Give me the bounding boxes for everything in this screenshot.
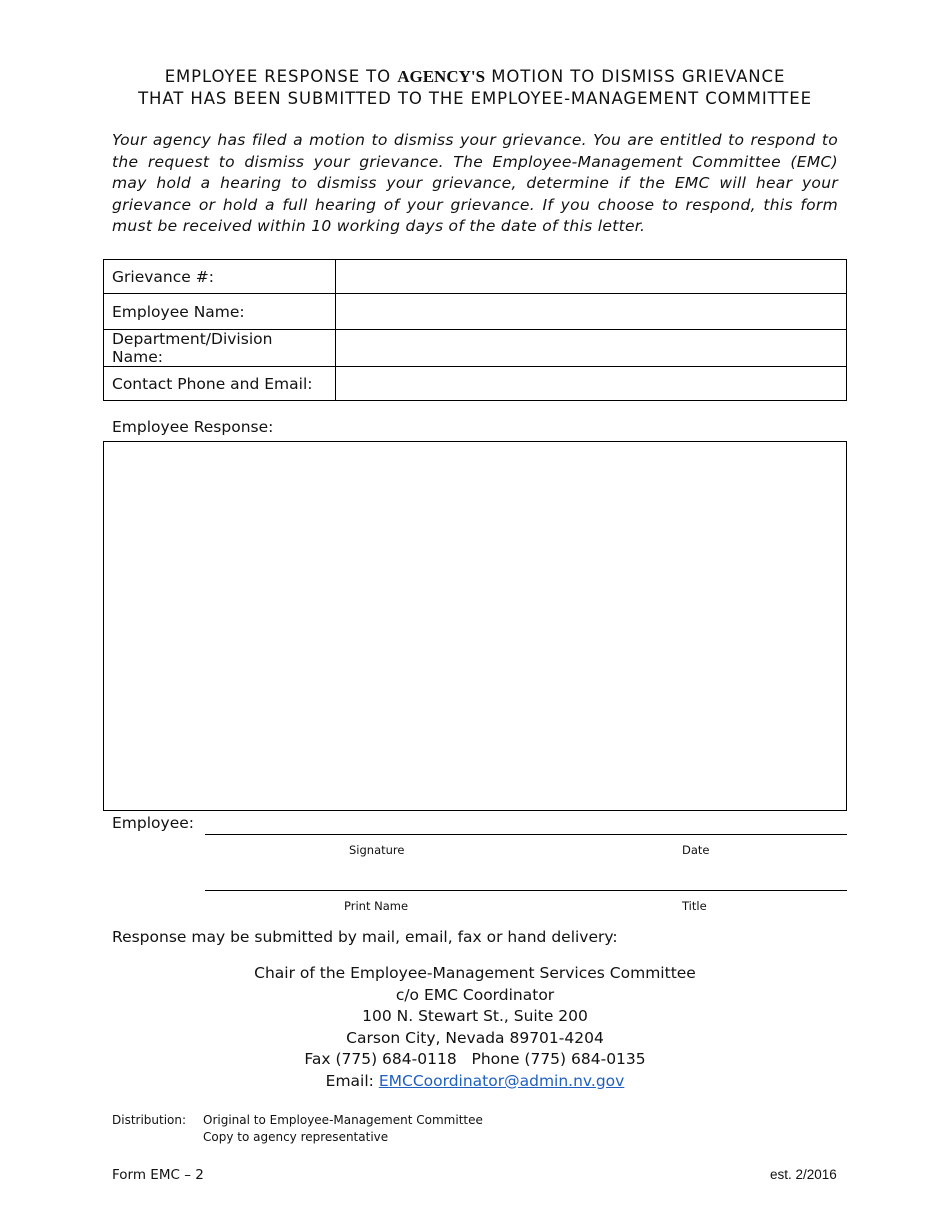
department-label: Department/Division Name: — [104, 330, 336, 367]
distribution-label: Distribution: — [112, 1113, 187, 1127]
employee-response-field[interactable] — [103, 441, 847, 811]
distribution-line-1: Original to Employee-Management Committee — [203, 1113, 483, 1127]
date-caption: Date — [682, 843, 710, 857]
contact-field[interactable] — [336, 367, 847, 401]
table-row — [104, 367, 847, 401]
title-line-2: THAT HAS BEEN SUBMITTED TO THE EMPLOYEE-MANAGEMENT COMMITTEE — [138, 89, 812, 108]
department-field[interactable] — [336, 330, 847, 367]
mailing-address — [0, 963, 950, 1092]
form-title — [0, 66, 950, 110]
employee-label: Employee: — [112, 814, 194, 832]
table-row — [104, 260, 847, 294]
form-number: Form EMC – 2 — [112, 1167, 204, 1183]
employee-name-field[interactable] — [336, 294, 847, 330]
fax-number: Fax (775) 684-0118 — [304, 1050, 457, 1068]
employee-response-label: Employee Response: — [112, 418, 274, 436]
intro-paragraph: Your agency has filed a motion to dismiss your grievance. You are entitled to respond to the request to dismiss your grievance. The Employee-Management Committee (EMC) may hold a hearing to dismiss your grievance, determine if the EMC will hear your grievance or hold a full hearing of your grievance. If you choose to respond, this form must be received within 10 working days of the date of this letter. — [112, 131, 838, 235]
employee-name-label: Employee Name: — [104, 294, 336, 330]
print-name-line[interactable] — [205, 890, 847, 891]
signature-line[interactable] — [205, 834, 847, 835]
address-line: Carson City, Nevada 89701-4204 — [346, 1028, 604, 1047]
fax-phone-line — [0, 1049, 950, 1071]
grievance-number-field[interactable] — [336, 260, 847, 294]
address-line: 100 N. Stewart St., Suite 200 — [362, 1007, 588, 1025]
address-line: Chair of the Employee-Management Services Committee — [254, 964, 696, 982]
distribution-line-2: Copy to agency representative — [203, 1130, 389, 1144]
grievance-info-table — [103, 259, 847, 401]
title-caption: Title — [682, 899, 707, 913]
phone-number: Phone (775) 684-0135 — [471, 1050, 646, 1068]
address-line: c/o EMC Coordinator — [395, 985, 555, 1004]
contact-label: Contact Phone and Email: — [104, 367, 336, 401]
email-link[interactable]: EMCCoordinator@admin.nv.gov — [378, 1071, 625, 1090]
email-label: Email: — [325, 1071, 374, 1090]
print-name-caption: Print Name — [344, 899, 409, 913]
title-line-1 — [0, 66, 950, 88]
table-row — [104, 294, 847, 330]
title-suffix: MOTION TO DISMISS GRIEVANCE — [491, 67, 786, 86]
established-date: est. 2/2016 — [770, 1167, 837, 1182]
grievance-number-label: Grievance #: — [104, 260, 336, 294]
title-agency: AGENCY'S — [397, 67, 486, 86]
title-prefix: EMPLOYEE RESPONSE TO — [164, 67, 392, 86]
table-row — [104, 330, 847, 367]
email-line — [0, 1071, 950, 1093]
submission-instructions: Response may be submitted by mail, email, fax or hand delivery: — [112, 928, 618, 946]
signature-caption: Signature — [349, 843, 405, 857]
